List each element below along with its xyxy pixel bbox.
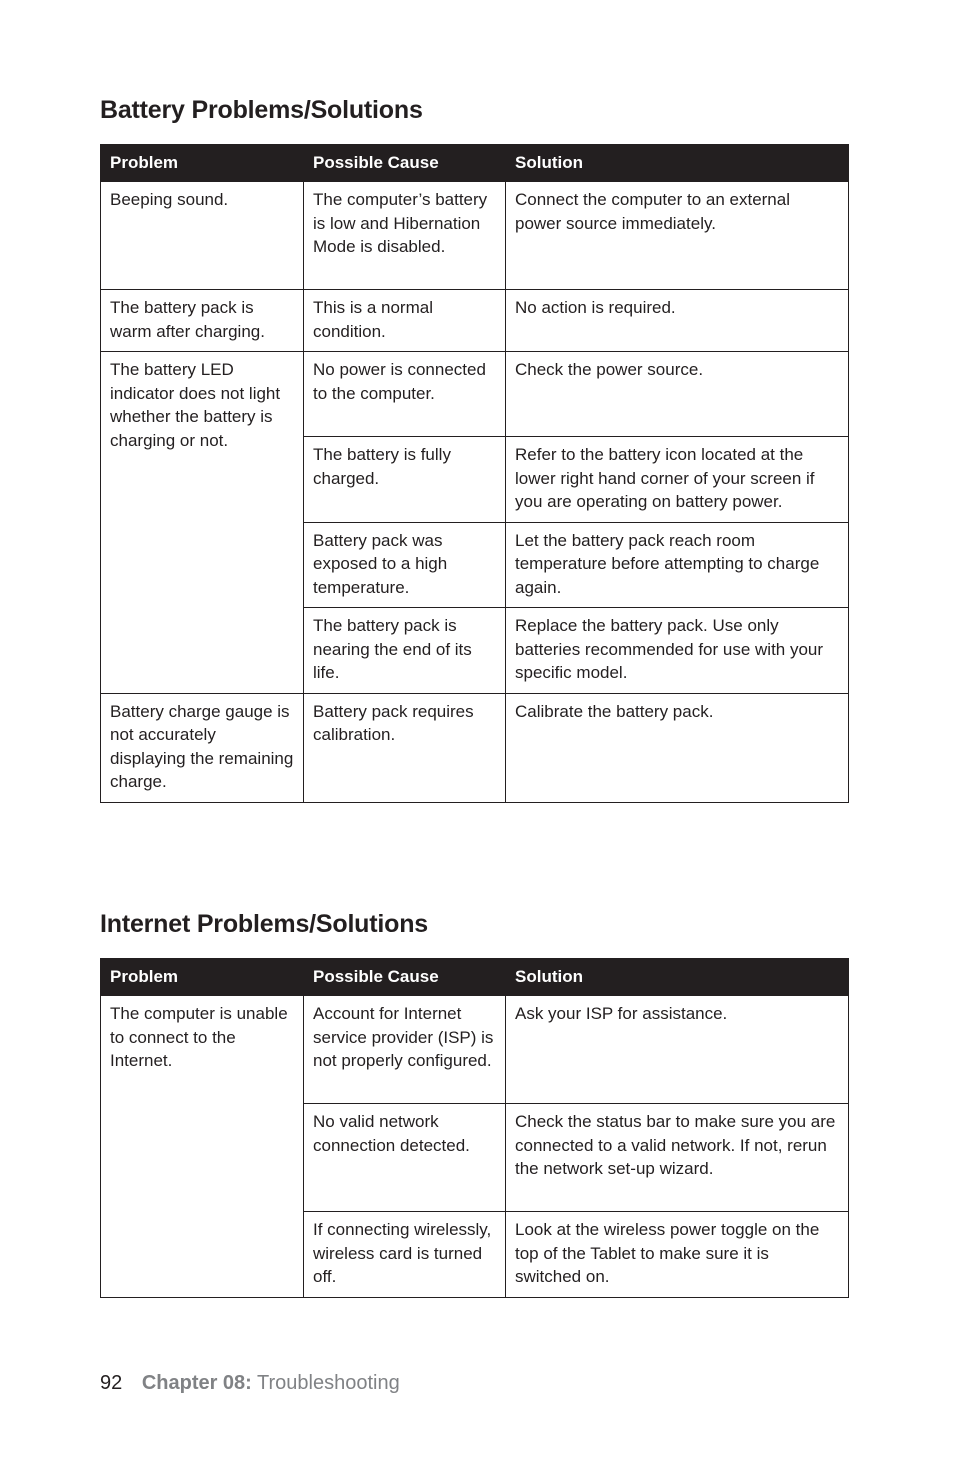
column-header-problem: Problem: [101, 959, 304, 996]
cause-cell: Battery pack was exposed to a high temperature.: [304, 522, 506, 608]
cause-cell: If connecting wirelessly, wireless card is turned off.: [304, 1212, 506, 1298]
problem-cell: Beeping sound.: [101, 182, 304, 290]
cause-cell: The computer’s battery is low and Hibernation Mode is disabled.: [304, 182, 506, 290]
cause-cell: The battery pack is nearing the end of its life.: [304, 608, 506, 694]
solution-cell: No action is required.: [506, 290, 849, 352]
table-header-row: [101, 145, 849, 182]
battery-table: [100, 144, 849, 803]
cause-cell: This is a normal condition.: [304, 290, 506, 352]
column-header-cause: Possible Cause: [304, 145, 506, 182]
cause-cell: Account for Internet service provider (ISP) is not properly configured.: [304, 996, 506, 1104]
chapter-title: Troubleshooting: [257, 1372, 400, 1394]
column-header-problem: Problem: [101, 145, 304, 182]
solution-cell: Refer to the battery icon located at the lower right hand corner of your screen if you are operating on battery power.: [506, 437, 849, 523]
problem-cell: The battery pack is warm after charging.: [101, 290, 304, 352]
page-footer: [100, 1372, 400, 1395]
solution-cell: Look at the wireless power toggle on the top of the Tablet to make sure it is switched on.: [506, 1212, 849, 1298]
cause-cell: No power is connected to the computer.: [304, 352, 506, 437]
problem-cell: The battery LED indicator does not light whether the battery is charging or not.: [101, 352, 304, 694]
table-row: [101, 290, 849, 352]
solution-cell: Connect the computer to an external power source immediately.: [506, 182, 849, 290]
internet-table: [100, 958, 849, 1298]
table-row: [101, 182, 849, 290]
column-header-solution: Solution: [506, 145, 849, 182]
internet-section-title: Internet Problems/Solutions: [100, 910, 428, 938]
problem-cell: The computer is unable to connect to the Internet.: [101, 996, 304, 1298]
solution-cell: Check the status bar to make sure you are connected to a valid network. If not, rerun the network set-up wizard.: [506, 1104, 849, 1212]
solution-cell: Replace the battery pack. Use only batteries recommended for use with your specific model.: [506, 608, 849, 694]
solution-cell: Check the power source.: [506, 352, 849, 437]
table-header-row: [101, 959, 849, 996]
page-number: 92: [100, 1372, 123, 1394]
table-row: [101, 693, 849, 802]
column-header-cause: Possible Cause: [304, 959, 506, 996]
solution-cell: Calibrate the battery pack.: [506, 693, 849, 802]
solution-cell: Let the battery pack reach room temperature before attempting to charge again.: [506, 522, 849, 608]
cause-cell: No valid network connection detected.: [304, 1104, 506, 1212]
chapter-label: Chapter 08:: [141, 1372, 252, 1394]
problem-cell: Battery charge gauge is not accurately displaying the remaining charge.: [101, 693, 304, 802]
cause-cell: The battery is fully charged.: [304, 437, 506, 523]
column-header-solution: Solution: [506, 959, 849, 996]
table-row: [101, 352, 849, 437]
table-row: [101, 996, 849, 1104]
solution-cell: Ask your ISP for assistance.: [506, 996, 849, 1104]
battery-section-title: Battery Problems/Solutions: [100, 96, 423, 124]
cause-cell: Battery pack requires calibration.: [304, 693, 506, 802]
